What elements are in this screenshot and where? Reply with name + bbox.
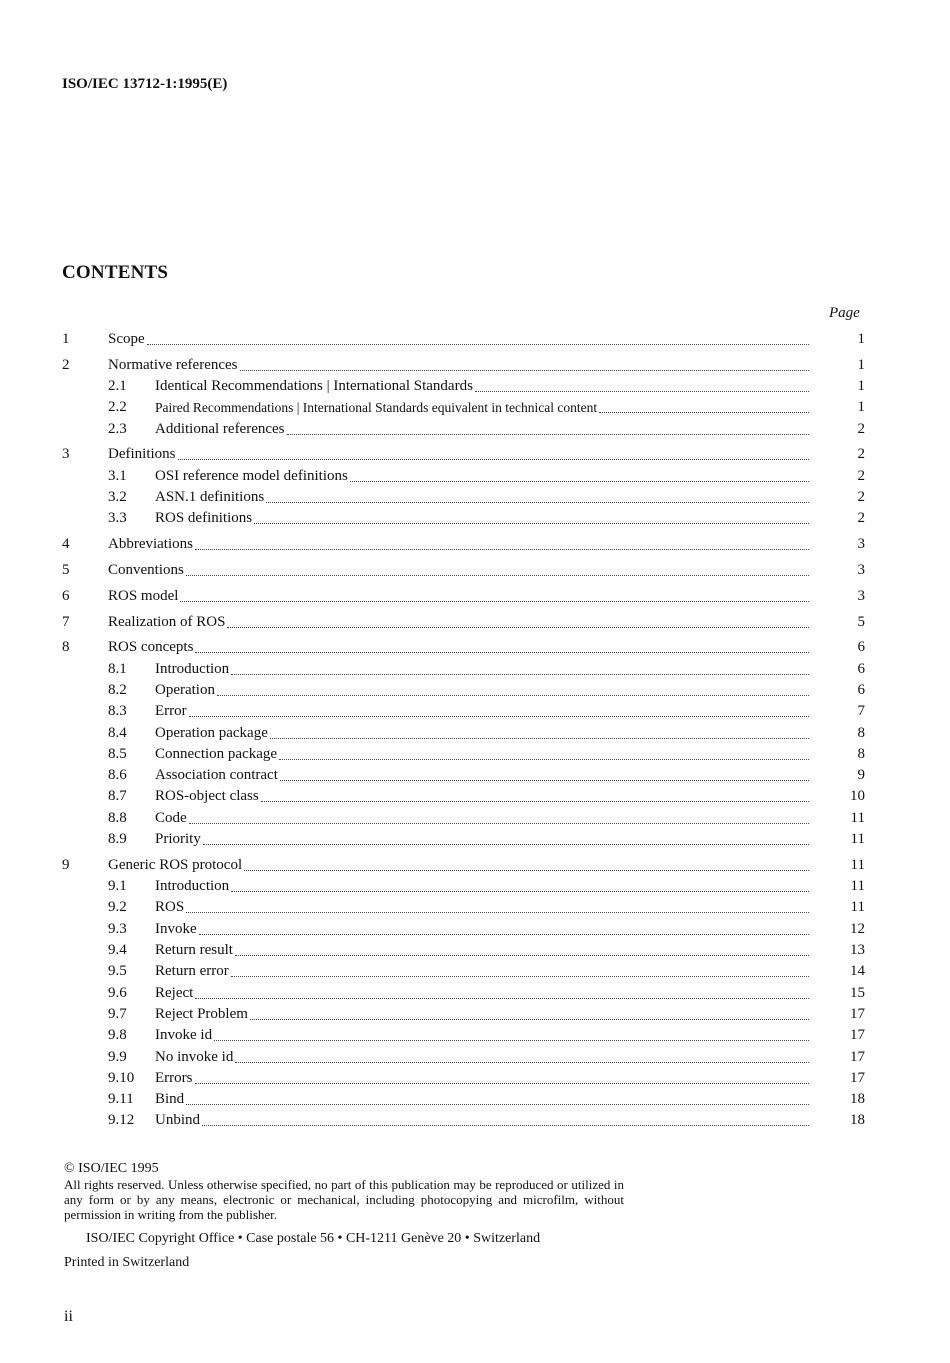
toc-entry-number: 7 (62, 613, 70, 630)
dot-leader (475, 376, 809, 392)
toc-entry-page: 15 (850, 984, 865, 1001)
toc-entry-title (155, 919, 809, 940)
toc-entry-label: ROS-object class (155, 788, 259, 805)
toc-entry-title (155, 1068, 809, 1089)
toc-entry (62, 329, 865, 350)
toc-entry-label: Realization of ROS (108, 613, 226, 630)
toc-entry-label: OSI reference model definitions (155, 467, 348, 484)
dot-leader (186, 1089, 809, 1105)
toc-entry-title (155, 701, 809, 722)
dot-leader (350, 466, 809, 482)
toc-entry-label: Invoke (155, 920, 197, 937)
toc-entry (62, 897, 865, 918)
toc-entry-page: 8 (857, 745, 865, 762)
dot-leader (287, 419, 809, 435)
toc-entry-title (155, 659, 809, 680)
toc-entry-number: 2.1 (108, 378, 127, 395)
dot-leader (203, 829, 809, 845)
toc-entry-page: 2 (857, 420, 865, 437)
toc-entry-label: Operation (155, 681, 215, 698)
toc-entry-number: 9 (62, 856, 70, 873)
copyright-notice (64, 1161, 624, 1222)
toc-entry-number: 9.10 (108, 1069, 135, 1086)
toc-entry-number: 9.11 (108, 1091, 134, 1108)
toc-entry-number: 9.1 (108, 878, 127, 895)
toc-entry-label: Scope (108, 331, 145, 347)
toc-entry-number: 2.3 (108, 420, 127, 437)
toc-entry (62, 1068, 865, 1089)
toc-entry-page: 1 (857, 378, 865, 395)
toc-entry-title (155, 376, 809, 397)
toc-entry-label: ROS model (108, 587, 179, 604)
toc-entry-page: 3 (857, 536, 865, 553)
dot-leader (270, 723, 809, 739)
dot-leader (240, 355, 809, 371)
toc-entry (62, 419, 865, 440)
toc-entry-title (155, 508, 809, 529)
toc-entry-label: No invoke id (155, 1048, 234, 1065)
toc-entry-number: 9.5 (108, 963, 127, 980)
dot-leader (195, 637, 809, 653)
toc-entry-number: 8.7 (108, 788, 127, 805)
toc-entry-number: 8.8 (108, 809, 127, 826)
toc-entry-label: Identical Recommendations | International Standards (155, 378, 473, 395)
dot-leader (202, 1110, 809, 1126)
toc-entry-title (155, 897, 809, 918)
toc-entry (62, 961, 865, 982)
toc-entry-page: 13 (850, 942, 865, 959)
toc-entry-page: 6 (857, 660, 865, 677)
toc-entry-number: 6 (62, 587, 70, 604)
toc-entry-page: 6 (857, 681, 865, 698)
toc-entry-title (155, 876, 809, 897)
toc-entry-label: Return result (155, 942, 233, 959)
toc-entry-number: 8.3 (108, 703, 127, 720)
toc-entry-number: 8.4 (108, 724, 127, 741)
toc-entry-title (155, 680, 809, 701)
toc-entry-title (108, 637, 809, 658)
toc-entry-label: Priority (155, 831, 201, 848)
dot-leader (227, 612, 809, 628)
toc-entry-label: Error (155, 703, 187, 720)
toc-entry-title (155, 487, 809, 508)
page-column-label: Page (829, 305, 860, 321)
toc-entry-number: 9.8 (108, 1027, 127, 1044)
dot-leader (147, 329, 809, 345)
toc-entry-title (155, 466, 809, 487)
dot-leader (186, 560, 809, 576)
toc-entry (62, 1110, 865, 1131)
toc-entry-page: 6 (857, 639, 865, 656)
printed-in: Printed in Switzerland (64, 1255, 190, 1270)
toc-entry-number: 3.3 (108, 510, 127, 527)
dot-leader (231, 876, 809, 892)
toc-entry-number: 8.6 (108, 767, 127, 784)
toc-entry-number: 9.7 (108, 1005, 127, 1022)
toc-entry (62, 829, 865, 850)
toc-entry (62, 919, 865, 940)
toc-entry-number: 2.2 (108, 399, 127, 416)
table-of-contents (62, 329, 865, 1132)
toc-entry (62, 940, 865, 961)
toc-entry-label: Paired Recommendations | International Standards equivalent in technical content (155, 400, 598, 416)
toc-entry-label: Invoke id (155, 1027, 213, 1044)
toc-entry-label: Reject Problem (155, 1005, 248, 1022)
toc-entry-number: 3.1 (108, 467, 127, 484)
dot-leader (195, 983, 809, 999)
toc-entry-title (155, 808, 809, 829)
toc-entry-number: 9.6 (108, 984, 127, 1001)
dot-leader (279, 744, 809, 760)
toc-entry (62, 876, 865, 897)
toc-entry-number: 1 (62, 331, 70, 347)
toc-entry-page: 11 (850, 878, 865, 895)
toc-entry (62, 487, 865, 508)
toc-entry-page: 1 (857, 331, 865, 347)
toc-entry (62, 1004, 865, 1025)
toc-entry-title (155, 1025, 809, 1046)
dot-leader (195, 1068, 810, 1084)
toc-entry-page: 18 (850, 1112, 865, 1129)
dot-leader (235, 1047, 809, 1063)
toc-entry-title (108, 586, 809, 607)
toc-entry (62, 560, 865, 581)
toc-entry-label: Return error (155, 963, 229, 980)
toc-entry (62, 508, 865, 529)
toc-entry-label: Code (155, 809, 187, 826)
dot-leader (199, 919, 809, 935)
toc-entry-page: 17 (850, 1005, 865, 1022)
toc-entry-label: ROS (155, 899, 185, 916)
toc-entry-number: 3.2 (108, 489, 127, 506)
toc-entry (62, 1089, 865, 1110)
toc-entry-title (155, 1047, 809, 1068)
rights-statement: All rights reserved. Unless otherwise specified, no part of this publication may be reproduced or utilized in any form or by any means, electronic or mechanical, including photocopying and microfilm, without permission in writing from the publisher. (64, 1177, 624, 1222)
dot-leader (231, 659, 809, 675)
dot-leader (189, 808, 809, 824)
toc-entry-number: 8 (62, 639, 70, 656)
toc-entry-page: 8 (857, 724, 865, 741)
dot-leader (231, 961, 809, 977)
dot-leader (189, 701, 809, 717)
copyright-office: ISO/IEC Copyright Office • Case postale 56 • CH-1211 Genève 20 • Switzerland (86, 1231, 541, 1246)
toc-entry (62, 637, 865, 658)
toc-entry-number: 9.2 (108, 899, 127, 916)
toc-entry (62, 786, 865, 807)
dot-leader (180, 586, 809, 602)
toc-entry-title (108, 355, 809, 376)
toc-entry (62, 466, 865, 487)
toc-entry (62, 586, 865, 607)
toc-entry-title (155, 983, 809, 1004)
toc-entry-page: 11 (850, 899, 865, 916)
dot-leader (261, 786, 809, 802)
toc-entry-page: 2 (857, 467, 865, 484)
toc-entry-label: Generic ROS protocol (108, 856, 243, 873)
toc-entry (62, 723, 865, 744)
toc-entry-label: Reject (155, 984, 194, 1001)
toc-entry-page: 11 (850, 809, 865, 826)
toc-entry-page: 3 (857, 561, 865, 578)
toc-entry-page: 17 (850, 1027, 865, 1044)
toc-entry-number: 8.5 (108, 745, 127, 762)
toc-entry (62, 534, 865, 555)
toc-entry-title (155, 786, 809, 807)
toc-entry-title (108, 444, 809, 465)
dot-leader (280, 765, 809, 781)
toc-entry-title (108, 560, 809, 581)
toc-entry-page: 10 (850, 788, 865, 805)
toc-entry-number: 4 (62, 536, 70, 553)
toc-entry (62, 1047, 865, 1068)
dot-leader (235, 940, 809, 956)
dot-leader (217, 680, 809, 696)
toc-entry-title (155, 1110, 809, 1131)
toc-entry-title (155, 723, 809, 744)
toc-entry-label: Association contract (155, 767, 278, 784)
dot-leader (266, 487, 809, 503)
dot-leader (186, 897, 809, 913)
toc-entry-page: 2 (857, 510, 865, 527)
toc-entry-page: 18 (850, 1091, 865, 1108)
toc-entry (62, 808, 865, 829)
toc-entry (62, 983, 865, 1004)
dot-leader (599, 397, 809, 413)
toc-entry-title (108, 534, 809, 555)
toc-entry-number: 9.12 (108, 1112, 135, 1129)
page-number: ii (64, 1308, 73, 1325)
toc-entry (62, 744, 865, 765)
toc-entry-label: Bind (155, 1091, 185, 1108)
toc-entry-page: 1 (857, 399, 865, 416)
toc-entry-label: ROS definitions (155, 510, 253, 527)
toc-entry-page: 5 (857, 613, 865, 630)
toc-entry-number: 8.9 (108, 831, 127, 848)
toc-entry-label: Introduction (155, 660, 230, 677)
toc-entry-label: Connection package (155, 745, 278, 762)
toc-entry-page: 11 (850, 831, 865, 848)
toc-entry-page: 17 (850, 1048, 865, 1065)
dot-leader (195, 534, 809, 550)
toc-entry-number: 8.2 (108, 681, 127, 698)
toc-entry-number: 9.3 (108, 920, 127, 937)
toc-entry-number: 5 (62, 561, 70, 578)
toc-entry-number: 3 (62, 446, 70, 463)
toc-entry-title (155, 940, 809, 961)
toc-entry (62, 376, 865, 397)
copyright-line: © ISO/IEC 1995 (64, 1161, 159, 1176)
toc-entry-title (108, 612, 809, 633)
toc-entry-title (155, 829, 809, 850)
toc-entry-page: 9 (857, 767, 865, 784)
toc-entry (62, 612, 865, 633)
toc-entry-label: Definitions (108, 446, 176, 463)
toc-entry-title (155, 765, 809, 786)
toc-entry (62, 397, 865, 418)
toc-entry-page: 11 (850, 856, 865, 873)
toc-entry-page: 7 (857, 703, 865, 720)
toc-entry (62, 355, 865, 376)
toc-entry-label: Unbind (155, 1112, 200, 1129)
toc-entry-number: 2 (62, 356, 70, 373)
toc-entry-page: 3 (857, 587, 865, 604)
toc-entry (62, 701, 865, 722)
dot-leader (244, 855, 809, 871)
toc-entry-page: 2 (857, 489, 865, 506)
document-id: ISO/IEC 13712-1:1995(E) (62, 76, 228, 92)
toc-entry-label: Abbreviations (108, 536, 193, 553)
toc-entry-title (108, 855, 809, 876)
toc-entry-title (155, 419, 809, 440)
toc-entry-label: Operation package (155, 724, 268, 741)
toc-entry-label: Conventions (108, 561, 184, 578)
toc-entry-label: Errors (155, 1069, 193, 1086)
toc-entry-label: ASN.1 definitions (155, 489, 265, 506)
toc-entry-label: Additional references (155, 420, 285, 437)
toc-entry-page: 1 (857, 356, 865, 373)
toc-entry (62, 855, 865, 876)
toc-entry (62, 680, 865, 701)
toc-entry-title (155, 744, 809, 765)
toc-entry-number: 9.4 (108, 942, 127, 959)
toc-entry-page: 14 (850, 963, 865, 980)
toc-entry-title (155, 1004, 809, 1025)
toc-entry-number: 9.9 (108, 1048, 127, 1065)
toc-entry (62, 765, 865, 786)
toc-entry-page: 12 (850, 920, 865, 937)
toc-entry-number: 8.1 (108, 660, 127, 677)
toc-entry (62, 1025, 865, 1046)
toc-entry-title (108, 329, 809, 350)
toc-entry-page: 2 (857, 446, 865, 463)
toc-entry-title (155, 397, 809, 418)
toc-entry (62, 444, 865, 465)
dot-leader (178, 444, 810, 460)
dot-leader (214, 1025, 809, 1041)
toc-entry-title (155, 1089, 809, 1110)
toc-entry-label: ROS concepts (108, 639, 194, 656)
dot-leader (254, 508, 809, 524)
dot-leader (250, 1004, 809, 1020)
toc-entry-page: 17 (850, 1069, 865, 1086)
page-title: CONTENTS (62, 262, 169, 283)
toc-entry-label: Normative references (108, 356, 238, 373)
toc-entry-title (155, 961, 809, 982)
toc-entry (62, 659, 865, 680)
toc-entry-label: Introduction (155, 878, 230, 895)
